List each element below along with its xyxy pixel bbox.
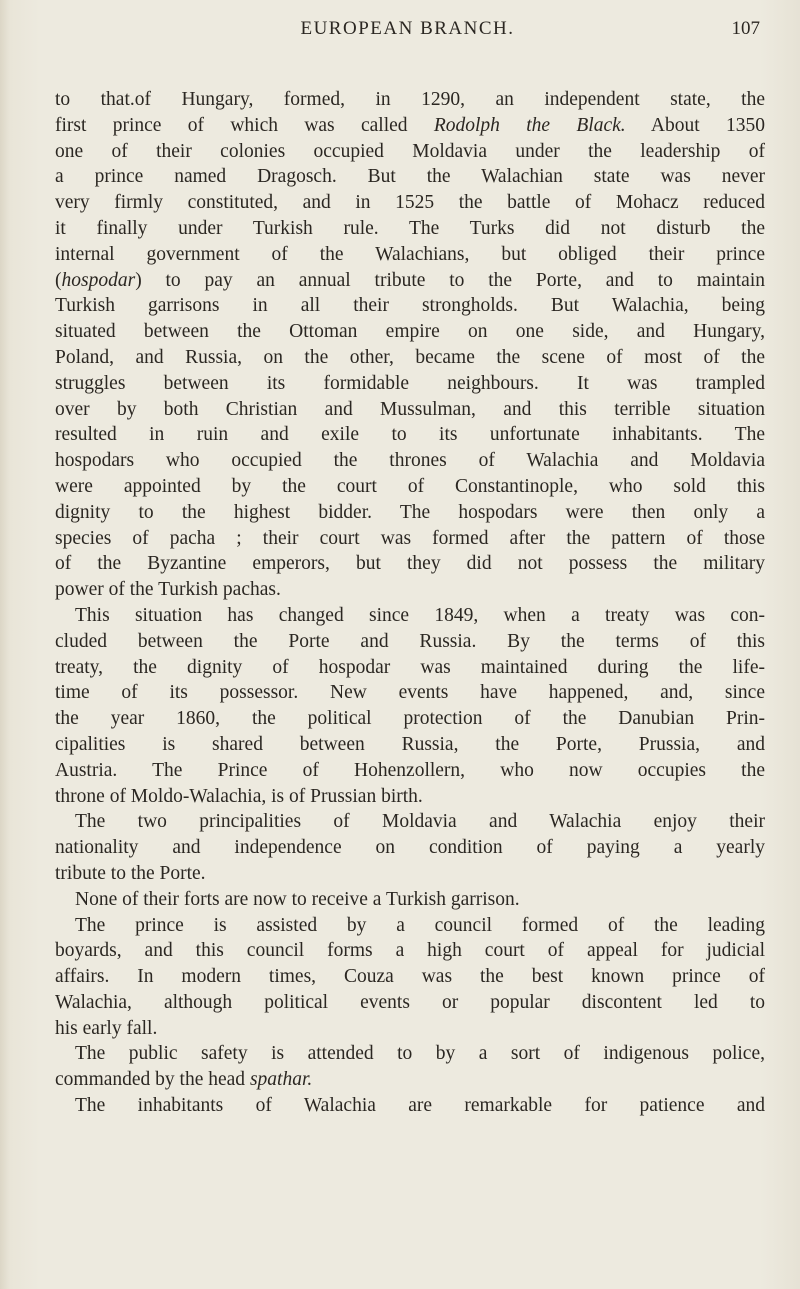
line-text: The prince is assisted by a council formed of the leading [75,914,765,936]
text-line [55,216,765,242]
line-text: commanded by the head [55,1069,250,1091]
text-line [55,887,765,913]
text-line [55,345,765,371]
line-text: Poland, and Russia, on the other, became the scene of most of the [55,346,765,368]
line-text: species of pacha ; their court was formed after the pattern of those [55,527,765,549]
text-line [55,113,765,139]
line-text: ) to pay an annual tribute to the Porte, and to maintain [135,269,765,291]
line-text: The two principalities of Moldavia and Walachia enjoy their [75,811,765,833]
text-line [55,784,765,810]
line-text: nationality and independence on condition of paying a yearly [55,837,765,859]
line-text: struggles between its formidable neighbours. It was trampled [55,372,765,394]
running-head: EUROPEAN BRANCH. [300,18,515,39]
text-line [55,964,765,990]
italic-term: Rodolph the Black. [433,114,626,136]
text-line [55,680,765,706]
line-text: one of their colonies occupied Moldavia under the leadership of [55,140,765,162]
line-text: throne of Moldo-Walachia, is of Prussian birth. [55,785,423,807]
line-text: very firmly constituted, and in 1525 the battle of Mohacz reduced [55,192,765,214]
text-line [55,293,765,319]
line-text: it finally under Turkish rule. The Turks did not disturb the [55,217,765,239]
text-line [55,268,765,294]
line-text: treaty, the dignity of hospodar was maintained during the life- [55,656,765,678]
line-text: of the Byzantine emperors, but they did not possess the military [55,553,765,575]
text-line [55,861,765,887]
line-text: resulted in ruin and exile to its unfortunate inhabitants. The [55,424,765,446]
page-number: 107 [731,18,760,39]
text-line [55,448,765,474]
text-line [55,603,765,629]
line-text: power of the Turkish pachas. [55,579,281,601]
line-text: affairs. In modern times, Couza was the best known prince of [55,966,765,988]
text-line [55,809,765,835]
line-text: over by both Christian and Mussulman, and this terrible situation [55,398,765,420]
line-text: About 1350 [625,114,765,136]
text-line [55,990,765,1016]
text-line [55,422,765,448]
line-text: boyards, and this council forms a high court of appeal for judicial [55,940,765,962]
page-header [55,18,760,52]
line-text: Walachia, although political events or popular discontent led to [55,991,765,1013]
text-line [55,1067,765,1093]
line-text: tribute to the Porte. [55,862,206,884]
text-line [55,938,765,964]
text-line [55,1016,765,1042]
text-line [55,474,765,500]
text-line [55,371,765,397]
line-text: the year 1860, the political protection of the Danubian Prin- [55,708,765,730]
text-line [55,629,765,655]
text-line [55,1093,765,1119]
line-text: Turkish garrisons in all their strongholds. But Walachia, being [55,295,765,317]
line-text: The inhabitants of Walachia are remarkable for patience and [75,1095,765,1117]
text-line [55,139,765,165]
text-line [55,577,765,603]
text-line [55,242,765,268]
line-text: ( [55,269,62,291]
line-text: cipalities is shared between Russia, the Porte, Prussia, and [55,733,765,755]
line-text: dignity to the highest bidder. The hospodars were then only a [55,501,765,523]
italic-term: hospodar [61,269,136,291]
text-line [55,655,765,681]
text-line [55,164,765,190]
line-text: hospodars who occupied the thrones of Walachia and Moldavia [55,450,765,472]
line-text: cluded between the Porte and Russia. By the terms of this [55,630,765,652]
line-text: to that.of Hungary, formed, in 1290, an independent state, the [55,89,765,110]
italic-term: spathar. [249,1069,313,1091]
text-line [55,1041,765,1067]
line-text: None of their forts are now to receive a Turkish garrison. [75,888,520,910]
text-line [55,835,765,861]
text-line [55,732,765,758]
text-line [55,87,765,113]
text-line [55,758,765,784]
line-text: a prince named Dragosch. But the Walachian state was never [55,166,765,188]
line-text: This situation has changed since 1849, when a treaty was con- [75,604,765,626]
line-text: time of its possessor. New events have happened, and, since [55,682,765,704]
text-line [55,397,765,423]
line-text: Austria. The Prince of Hohenzollern, who now occupies the [55,759,765,781]
line-text: were appointed by the court of Constantinople, who sold this [55,475,765,497]
text-line [55,913,765,939]
line-text: his early fall. [55,1017,158,1039]
text-line [55,500,765,526]
text-line [55,706,765,732]
body-text [55,87,765,1119]
line-text: The public safety is attended to by a sort of indigenous police, [75,1043,765,1065]
line-text: internal government of the Walachians, but obliged their prince [55,243,765,265]
text-line [55,551,765,577]
line-text: first prince of which was called [55,114,434,136]
line-text: situated between the Ottoman empire on one side, and Hungary, [55,321,765,343]
text-line [55,526,765,552]
text-line [55,319,765,345]
text-line [55,190,765,216]
